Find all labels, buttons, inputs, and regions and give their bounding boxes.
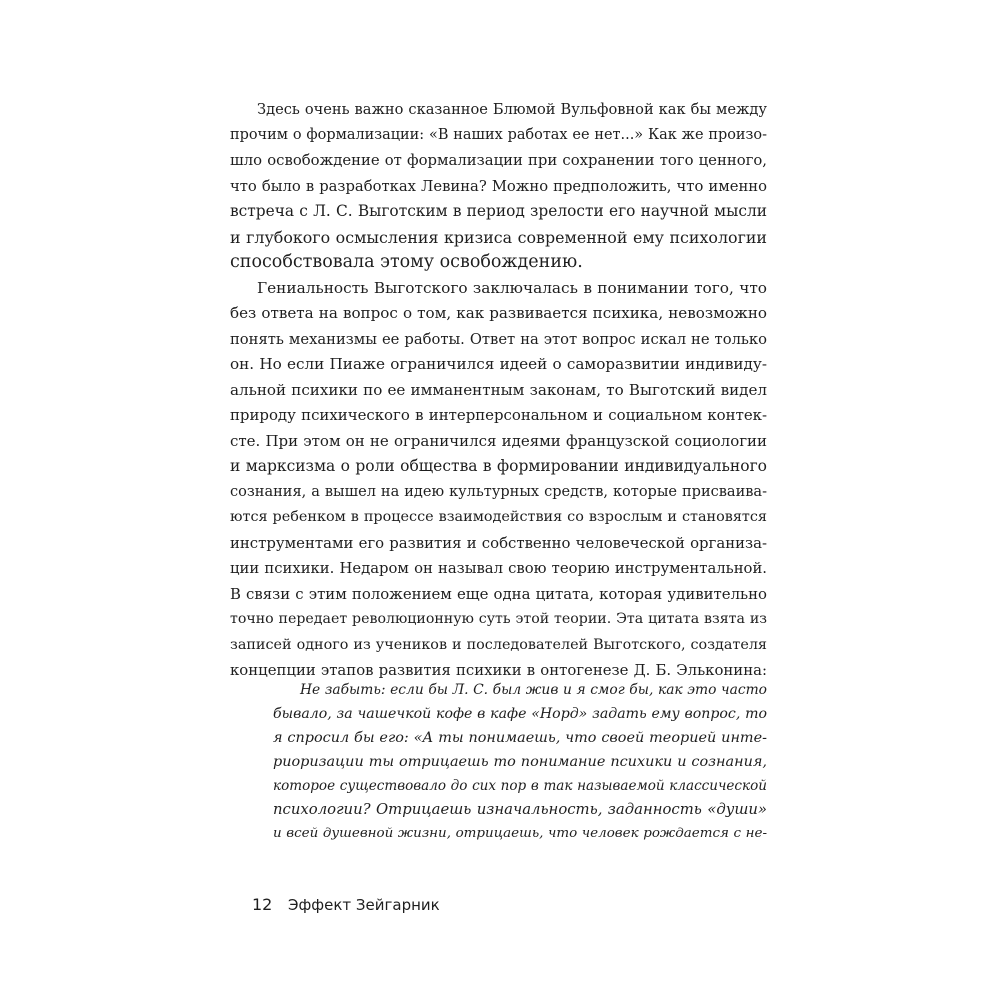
text-line: записей одного из учеников и последователей Выготского, создателя bbox=[230, 636, 767, 653]
text-line: природу психического в интерперсональном и социальном контек- bbox=[230, 406, 767, 424]
main-text bbox=[230, 97, 767, 684]
page-number: 12 bbox=[252, 895, 273, 914]
text-line: инструментами его развития и собственно человеческой организа- bbox=[230, 533, 767, 552]
text-line: без ответа на вопрос о том, как развивается психика, невозможно bbox=[230, 304, 767, 322]
quote-line: бывало, за чашечкой кофе в кафе «Норд» задать ему вопрос, то bbox=[273, 706, 767, 722]
text-line: Гениальность Выготского заключалась в понимании того, что bbox=[257, 278, 767, 297]
quote-line: я спросил бы его: «А ты понимаешь, что своей теорией инте- bbox=[273, 730, 767, 746]
text-line: встреча с Л. С. Выготским в период зрелости его научной мысли bbox=[230, 202, 767, 220]
text-line: способствовала этому освобождению. bbox=[230, 252, 583, 272]
text-line: он. Но если Пиаже ограничился идеей о саморазвитии индивиду- bbox=[230, 355, 767, 373]
paragraph-1 bbox=[230, 97, 767, 276]
text-line: точно передает революционную суть этой теории. Эта цитата взята из bbox=[230, 611, 767, 627]
text-line: альной психики по ее имманентным законам, то Выготский видел bbox=[230, 380, 767, 399]
quote-line: и всей душевной жизни, отрицаешь, что человек рождается с не- bbox=[273, 826, 767, 841]
quote-line: психологии? Отрицаешь изначальность, заданность «души» bbox=[273, 801, 767, 818]
text-line: прочим о формализации: «В наших работах ее нет...» Как же произо- bbox=[230, 126, 767, 143]
paragraph-2 bbox=[230, 276, 767, 684]
text-line: концепции этапов развития психики в онтогенезе Д. Б. Эльконина: bbox=[230, 661, 767, 679]
text-line: что было в разработках Левина? Можно предположить, что именно bbox=[230, 177, 767, 195]
text-line: ции психики. Недаром он называл свою теорию инструментальной. bbox=[230, 560, 767, 577]
text-line: и глубокого осмысления кризиса современной ему психологии bbox=[230, 227, 767, 247]
quote-line: риоризации ты отрицаешь то понимание психики и сознания, bbox=[273, 754, 767, 770]
text-line: В связи с этим положением еще одна цитата, которая удивительно bbox=[230, 584, 767, 603]
text-line: и марксизма о роли общества в формировании индивидуального bbox=[230, 457, 767, 475]
text-line: сте. При этом он не ограничился идеями французской социологии bbox=[230, 431, 767, 450]
text-line: Здесь очень важно сказанное Блюмой Вульфовной как бы между bbox=[257, 101, 767, 118]
text-line: шло освобождение от формализации при сохранении того ценного, bbox=[230, 152, 767, 169]
text-line: понять механизмы ее работы. Ответ на этот вопрос искал не только bbox=[230, 330, 767, 348]
quote-line: которое существовало до сих пор в так называемой классической bbox=[273, 778, 767, 794]
block-quote bbox=[273, 678, 767, 846]
page-footer bbox=[230, 895, 440, 915]
running-title: Эффект Зейгарник bbox=[288, 896, 440, 914]
quote-line: Не забыть: если бы Л. С. был жив и я смог бы, как это часто bbox=[300, 682, 767, 698]
text-line: сознания, а вышел на идею культурных средств, которые присваива- bbox=[230, 483, 767, 500]
text-line: ются ребенком в процессе взаимодействия со взрослым и становятся bbox=[230, 509, 767, 525]
